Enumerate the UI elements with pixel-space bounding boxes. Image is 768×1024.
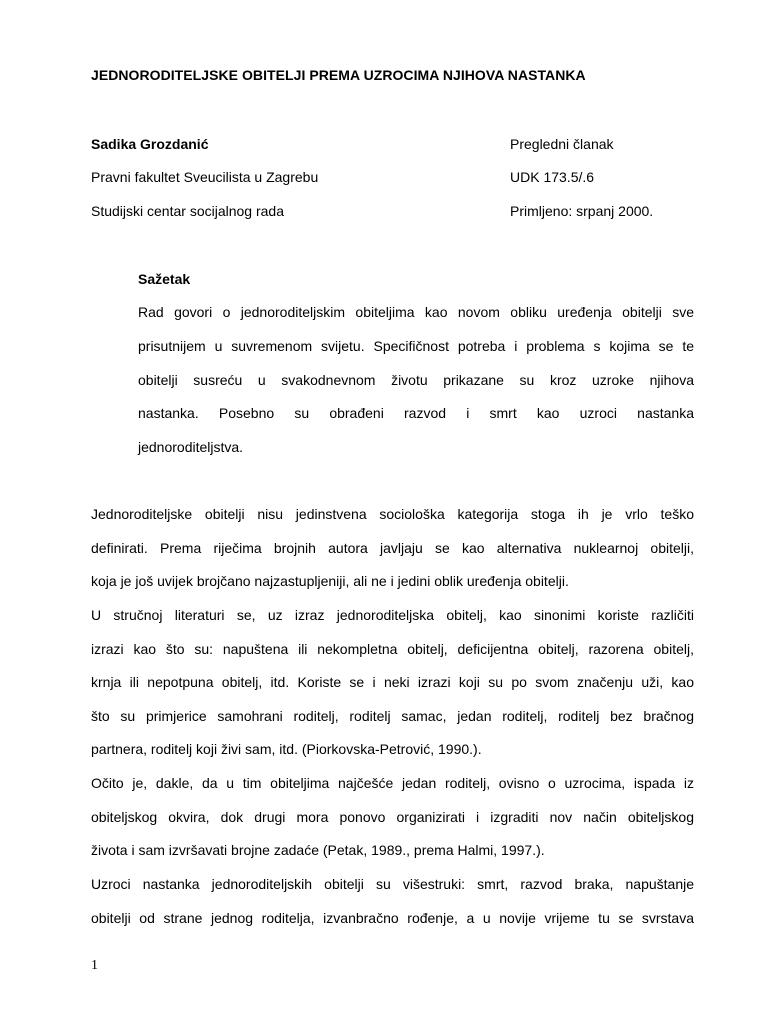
author-name: Sadika Grozdanić: [91, 136, 209, 152]
body-line: izrazi kao što su: napuštena ili nekompletna obitelj, deficijentna obitelj, razorena obitelj,: [91, 641, 694, 657]
body-line: Očito je, dakle, da u tim obiteljima najčešće jedan roditelj, ovisno o uzrocima, ispada iz: [91, 775, 694, 791]
affiliation-center: Studijski centar socijalnog rada: [91, 203, 284, 219]
received-date: Primljeno: srpanj 2000.: [510, 203, 654, 219]
body-line: života i sam izvršavati brojne zadaće (Petak, 1989., prema Halmi, 1997.).: [91, 842, 545, 858]
abstract-line: prisutnijem u suvremenom svijetu. Specifičnost potreba i problema s kojima se te: [138, 338, 694, 354]
body-line: obitelji od strane jednog roditelja, izvanbračno rođenje, a u novije vrijeme tu se svrstava: [91, 910, 694, 926]
body-line: što su primjerice samohrani roditelj, roditelj samac, jedan roditelj, roditelj bez bračnog: [91, 708, 694, 724]
abstract-line: jednoroditeljstva.: [138, 439, 244, 455]
affiliation-faculty: Pravni fakultet Sveucilista u Zagrebu: [91, 169, 319, 185]
abstract-line: obitelji susreću u svakodnevnom životu prikazane su kroz uzroke njihova: [138, 372, 694, 388]
body-line: obiteljskog okvira, dok drugi mora ponovo organizirati i izgraditi nov način obiteljskog: [91, 809, 694, 825]
body-line: partnera, roditelj koji živi sam, itd. (Piorkovska-Petrović, 1990.).: [91, 741, 482, 757]
meta-row-author: [91, 136, 681, 156]
abstract-line: nastanka. Posebno su obrađeni razvod i smrt kao uzroci nastanka: [138, 405, 694, 421]
body-line: krnja ili nepotpuna obitelj, itd. Koriste se i neki izrazi koji su po svom značenju uži, kao: [91, 674, 694, 690]
abstract-heading: Sažetak: [138, 271, 191, 287]
article-type: Pregledni članak: [510, 136, 614, 152]
udk-code: UDK 173.5/.6: [510, 169, 595, 185]
body-line: Jednoroditeljske obitelji nisu jedinstvena sociološka kategorija stoga ih je vrlo teško: [91, 506, 694, 522]
body-line: U stručnoj literaturi se, uz izraz jednoroditeljska obitelj, kao sinonimi koriste različiti: [91, 607, 694, 623]
body-line: Uzroci nastanka jednoroditeljskih obitelji su višestruki: smrt, razvod braka, napuštanje: [91, 876, 694, 892]
meta-row-center: [91, 203, 681, 223]
meta-row-affiliation: [91, 169, 681, 189]
abstract-line: Rad govori o jednoroditeljskim obiteljima kao novom obliku uređenja obitelji sve: [138, 304, 694, 320]
body-line: koja je još uvijek brojčano najzastupljeniji, ali ne i jedini oblik uređenja obitelji.: [91, 573, 569, 589]
page-number: 1: [91, 958, 98, 973]
body-line: definirati. Prema riječima brojnih autora javljaju se kao alternativa nuklearnoj obitelji,: [91, 540, 694, 556]
document-title: JEDNORODITELJSKE OBITELJI PREMA UZROCIMA NJIHOVA NASTANKA: [91, 67, 586, 83]
